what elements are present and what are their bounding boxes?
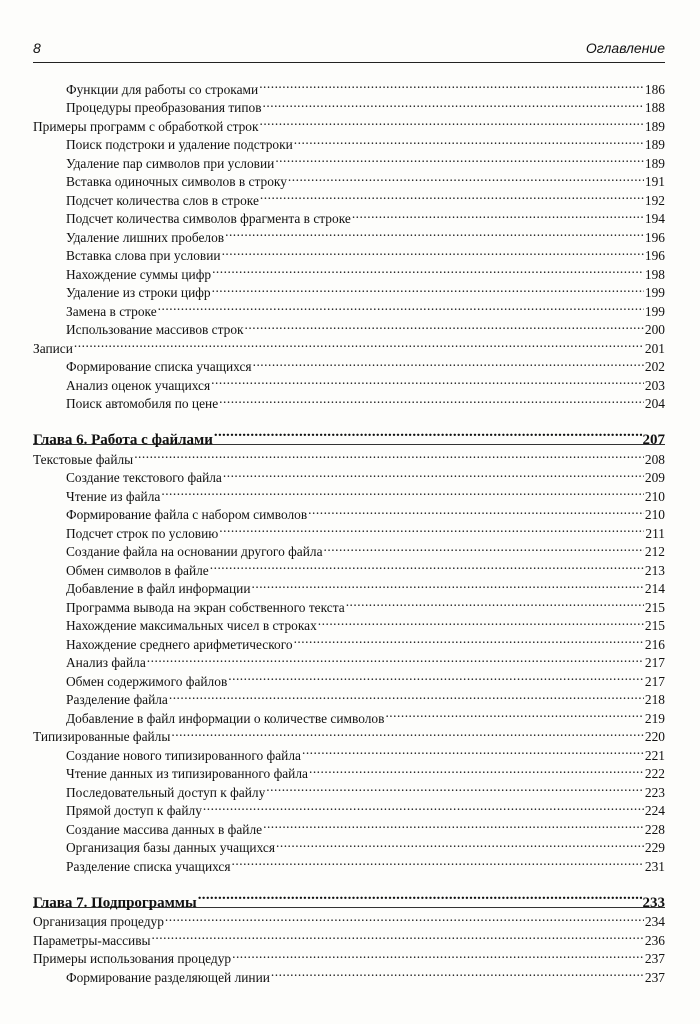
dot-leader — [225, 223, 644, 242]
toc-entry-page: 189 — [644, 118, 665, 134]
toc-entry-title: Создание файла на основании другого файла — [66, 544, 323, 559]
toc-entry-page: 189 — [644, 137, 665, 152]
toc-entry-page: 209 — [644, 470, 665, 485]
toc-entry-page: 192 — [644, 192, 665, 208]
toc-entry-page: 199 — [644, 285, 665, 300]
dot-leader — [219, 519, 644, 538]
dot-leader — [198, 883, 642, 907]
toc-entry-page: 200 — [644, 322, 665, 337]
toc-entry-title: Формирование файла с набором символов — [66, 507, 308, 522]
toc-entry-title: Поиск подстроки и удаление подстроки — [66, 137, 293, 152]
toc-entry-page: 204 — [644, 396, 665, 411]
toc-entry-title: Добавление в файл информации о количестве символов — [66, 710, 385, 726]
dot-leader — [222, 242, 644, 261]
toc-entry-title: Обмен символов в файле — [66, 562, 209, 578]
toc-entry-title: Типизированные файлы — [33, 729, 171, 744]
toc-chapter-heading[interactable] — [33, 420, 665, 448]
dot-leader — [211, 371, 644, 390]
toc-entry-title: Примеры программ с обработкой строк — [33, 118, 259, 134]
dot-leader — [212, 279, 644, 298]
toc-entry-title: Последовательный доступ к файлу — [66, 784, 266, 800]
toc-entry-page: 229 — [644, 840, 665, 855]
toc-entry-page: 215 — [644, 618, 665, 633]
dot-leader — [275, 149, 644, 168]
toc-entry-title: Поиск автомобиля по цене — [66, 396, 219, 411]
dot-leader — [294, 131, 644, 150]
dot-leader — [223, 464, 644, 483]
toc-entry-page: 222 — [644, 766, 665, 781]
toc-entry-page: 194 — [644, 211, 665, 226]
dot-leader — [253, 353, 644, 372]
dot-leader — [212, 260, 644, 279]
toc-entry[interactable] — [33, 334, 665, 356]
toc-chapter-heading[interactable] — [33, 883, 665, 911]
toc-entry-page: 217 — [644, 673, 665, 689]
toc-entry-title: Удаление лишних пробелов — [66, 229, 225, 245]
running-header-title: Оглавление — [585, 40, 665, 56]
dot-leader — [203, 797, 644, 816]
toc-entry-title: Удаление пар символов при условии — [66, 155, 275, 171]
toc-entry-page: 220 — [644, 729, 665, 744]
dot-leader — [346, 593, 644, 612]
toc-entry-title: Анализ файла — [66, 655, 146, 670]
dot-leader — [152, 926, 644, 945]
toc-entry-page: 203 — [644, 377, 665, 393]
toc-entry-page: 214 — [644, 581, 665, 596]
toc-entry-page: 231 — [644, 858, 665, 874]
toc-entry-title: Разделение списка учащихся — [66, 858, 231, 874]
dot-leader — [245, 316, 644, 335]
toc-entry-title: Прямой доступ к файлу — [66, 803, 202, 818]
toc-entry-title: Программа вывода на экран собственного текста — [66, 599, 345, 615]
toc-entry-page: 233 — [642, 894, 665, 911]
toc-entry-page: 186 — [644, 81, 665, 97]
toc-entry-title: Подсчет количества символов фрагмента в строке — [66, 211, 351, 226]
toc-entry-page: 208 — [644, 451, 665, 467]
toc-entry-title: Разделение файла — [66, 692, 168, 707]
dot-leader — [165, 908, 644, 927]
dot-leader — [276, 834, 644, 853]
toc-entry-title: Создание текстового файла — [66, 470, 222, 485]
toc-entry-page: 213 — [644, 562, 665, 578]
dot-leader — [288, 168, 644, 187]
dot-leader — [352, 205, 644, 224]
dot-leader — [271, 963, 644, 982]
dot-leader — [385, 704, 643, 723]
toc-entry-page: 199 — [644, 303, 665, 319]
toc-entry-page: 196 — [644, 248, 665, 263]
toc-entry-title: Использование массивов строк — [66, 322, 244, 337]
toc-entry-page: 224 — [644, 803, 665, 818]
dot-leader — [161, 482, 644, 501]
toc-entry-page: 201 — [644, 340, 665, 356]
dot-leader — [232, 945, 644, 964]
dot-leader — [169, 686, 644, 705]
toc-entry-page: 211 — [645, 525, 665, 541]
toc-entry-title: Процедуры преобразования типов — [66, 100, 262, 115]
toc-entry-page: 210 — [644, 488, 665, 504]
dot-leader — [318, 612, 644, 631]
dot-leader — [302, 741, 644, 760]
toc-entry-page: 228 — [644, 821, 665, 837]
dot-leader — [219, 390, 644, 409]
toc-entry-title: Обмен содержимого файлов — [66, 673, 228, 689]
toc-entry-title: Удаление из строки цифр — [66, 285, 211, 300]
toc-entry-page: 216 — [644, 636, 665, 652]
toc-entry-title: Глава 6. Работа с файлами — [33, 432, 213, 448]
dot-leader — [263, 94, 644, 113]
toc-entry-title: Подсчет количества слов в строке — [66, 192, 259, 208]
page-header — [33, 40, 665, 64]
toc-entry-title: Создание нового типизированного файла — [66, 747, 301, 763]
dot-leader — [324, 538, 644, 557]
dot-leader — [308, 501, 644, 520]
toc-entry-title: Примеры использования процедур — [33, 951, 232, 966]
toc-entry-title: Организация базы данных учащихся — [66, 840, 275, 855]
toc-entry-page: 221 — [644, 747, 665, 763]
toc-entry-title: Добавление в файл информации — [66, 581, 251, 596]
dot-leader — [214, 420, 642, 444]
toc-entry-title: Анализ оценок учащихся — [66, 377, 211, 393]
dot-leader — [134, 445, 644, 464]
toc-entry-title: Нахождение среднего арифметического — [66, 636, 293, 652]
toc-entry-page: 217 — [644, 655, 665, 670]
toc-subentry[interactable] — [33, 353, 665, 372]
toc-entry-page: 191 — [644, 174, 665, 189]
dot-leader — [309, 760, 644, 779]
toc-entry-title: Организация процедур — [33, 914, 164, 929]
toc-entry-page: 215 — [644, 599, 665, 615]
dot-leader — [74, 334, 644, 353]
toc-entry-page: 202 — [644, 359, 665, 374]
toc-entry-page: 219 — [644, 710, 665, 726]
dot-leader — [228, 667, 644, 686]
toc-entry-page: 198 — [644, 266, 665, 282]
toc-entry-title: Глава 7. Подпрограммы — [33, 894, 197, 911]
toc-entry-title: Функции для работы со строками — [66, 81, 259, 97]
dot-leader — [252, 575, 644, 594]
toc-entry-title: Подсчет строк по условию — [66, 525, 219, 541]
dot-leader — [294, 630, 644, 649]
toc-entry-title: Нахождение суммы цифр — [66, 266, 212, 282]
dot-leader — [147, 649, 644, 668]
toc-entry-title: Чтение данных из типизированного файла — [66, 766, 308, 781]
dot-leader — [260, 186, 644, 205]
toc-entry-page: 189 — [644, 155, 665, 171]
dot-leader — [171, 723, 644, 742]
dot-leader — [158, 297, 644, 316]
toc-entry-page: 210 — [644, 507, 665, 522]
toc-entry-page: 188 — [644, 100, 665, 115]
toc-entry-title: Вставка одиночных символов в строку — [66, 174, 287, 189]
toc-subentry[interactable] — [33, 75, 665, 97]
dot-leader — [232, 852, 644, 871]
toc-entry-page: 236 — [644, 932, 665, 948]
page-number: 8 — [33, 40, 41, 56]
toc-entry-page: 237 — [644, 969, 665, 985]
dot-leader — [259, 112, 643, 131]
toc-entry-title: Формирование разделяющей линии — [66, 969, 270, 985]
toc-entry-title: Текстовые файлы — [33, 451, 134, 467]
toc-entry-title: Нахождение максимальных чисел в строках — [66, 618, 317, 633]
dot-leader — [259, 75, 644, 94]
toc-entry-title: Вставка слова при условии — [66, 248, 221, 263]
toc-entry-page: 212 — [644, 544, 665, 559]
toc-entry-page: 207 — [642, 432, 665, 448]
dot-leader — [263, 815, 644, 834]
table-of-contents — [33, 75, 665, 985]
dot-leader — [266, 778, 644, 797]
toc-entry-title: Чтение из файла — [66, 488, 161, 504]
toc-entry-page: 223 — [644, 784, 665, 800]
dot-leader — [210, 556, 644, 575]
toc-entry-title: Записи — [33, 340, 73, 356]
toc-entry-title: Создание массива данных в файле — [66, 821, 263, 837]
toc-entry-page: 237 — [644, 951, 665, 966]
toc-entry-page: 196 — [644, 229, 665, 245]
header-rule — [33, 62, 665, 63]
toc-entry-title: Замена в строке — [66, 303, 157, 319]
toc-entry-title: Параметры-массивы — [33, 932, 151, 948]
toc-entry-page: 218 — [644, 692, 665, 707]
toc-entry-title: Формирование списка учащихся — [66, 359, 252, 374]
toc-entry-page: 234 — [644, 914, 665, 929]
